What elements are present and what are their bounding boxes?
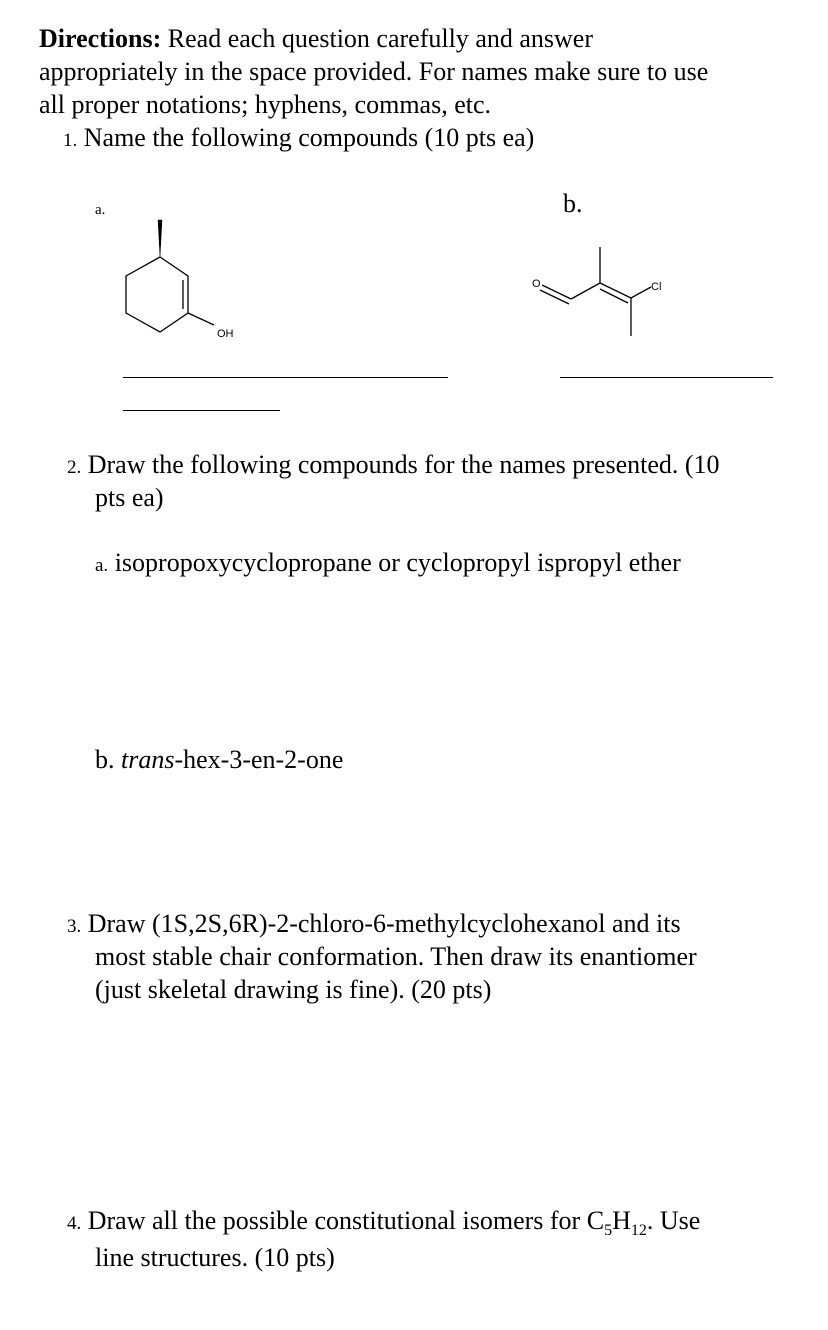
q1-a-label: a.: [95, 202, 106, 218]
structure-b: [540, 247, 651, 336]
directions-label: Directions:: [39, 24, 162, 53]
q3-line-2: most stable chair conformation. Then draw its enantiomer: [95, 942, 697, 971]
o-label: O: [532, 278, 541, 290]
q2-number: 2.: [67, 457, 82, 478]
q1-b-label: b.: [563, 189, 583, 218]
q1-structures: [0, 0, 828, 420]
q2-a-label: a.: [95, 555, 109, 576]
q2-b: [95, 743, 343, 776]
directions-line-2: appropriately in the space provided. For names make sure to use: [39, 57, 709, 86]
q1-text: Name the following compounds (10 pts ea): [83, 123, 535, 152]
q2-a-text: isopropoxycyclopropane or cyclopropyl ispropyl ether: [114, 548, 681, 577]
answer-line-a[interactable]: [123, 377, 448, 378]
q1-number: 1.: [63, 130, 78, 151]
q4-text: Draw all the possible constitutional isomers for C: [87, 1206, 605, 1235]
q2-b-text: -hex-3-en-2-one: [174, 745, 344, 774]
cl-label: Cl: [651, 281, 662, 293]
q3-line-3: (just skeletal drawing is fine). (20 pts): [95, 975, 492, 1004]
wedge-bond: [158, 220, 162, 257]
q4-line-2: line structures. (10 pts): [95, 1243, 335, 1272]
q4-text-post: . Use: [646, 1206, 701, 1235]
q2-b-italic: trans: [121, 745, 175, 774]
q2-line-2: pts ea): [95, 483, 164, 512]
q4-sub-5: 5: [604, 1222, 613, 1240]
q4-sub-12: 12: [630, 1222, 647, 1240]
q2-a: [95, 546, 681, 582]
q2-b-label: b.: [95, 745, 115, 774]
q4-number: 4.: [67, 1213, 82, 1234]
oh-label: OH: [217, 328, 234, 340]
directions-line-3: all proper notations; hyphens, commas, etc.: [39, 90, 492, 119]
q2-text: Draw the following compounds for the names presented. (10: [87, 450, 720, 479]
q4-h: H: [612, 1206, 631, 1235]
q3-line-1: [67, 907, 681, 943]
structure-a: [126, 220, 214, 332]
q3-number: 3.: [67, 916, 82, 937]
q2-line-1: [67, 448, 720, 484]
answer-line-a-2[interactable]: [123, 410, 280, 411]
directions-text: Read each question carefully and answer: [167, 24, 593, 53]
q3-text: Draw (1S,2S,6R)-2-chloro-6-methylcyclohexanol and its: [87, 909, 681, 938]
answer-line-b[interactable]: [560, 377, 773, 378]
